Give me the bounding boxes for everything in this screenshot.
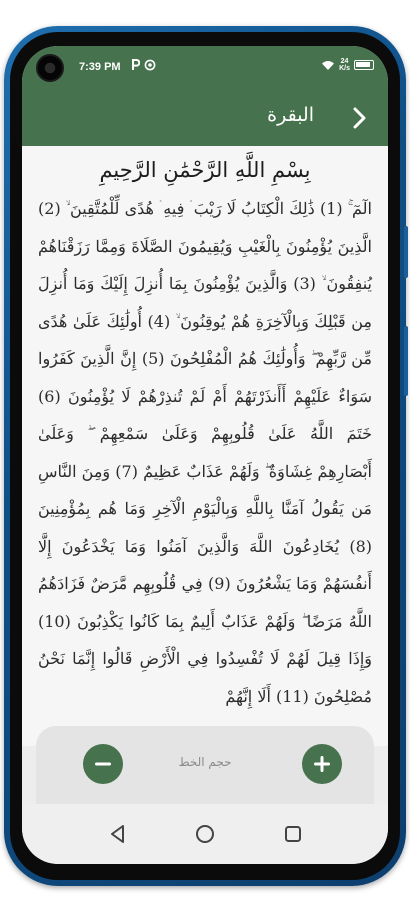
wifi-icon — [321, 60, 335, 71]
triangle-back-icon — [106, 822, 130, 846]
increase-font-button[interactable] — [302, 744, 342, 784]
surah-title: البقرة — [267, 104, 314, 126]
notification-icons — [132, 59, 156, 71]
status-time: 7:39 PM — [79, 61, 121, 73]
plus-icon — [302, 744, 342, 784]
network-speed-value: 24 — [340, 58, 349, 65]
app-bar — [22, 90, 388, 146]
nav-home-button[interactable] — [193, 822, 217, 846]
system-nav-bar — [22, 804, 388, 864]
font-size-panel — [36, 726, 374, 804]
network-speed — [339, 58, 350, 72]
front-camera — [36, 54, 64, 82]
power-button — [404, 326, 408, 396]
status-right — [321, 58, 374, 72]
font-size-label: حجم الخط — [178, 755, 232, 769]
nav-back-button[interactable] — [106, 822, 130, 846]
nav-recents-button[interactable] — [281, 822, 305, 846]
status-bar — [22, 46, 388, 90]
circle-home-icon — [193, 822, 217, 846]
p-notification-icon — [132, 59, 140, 71]
back-button[interactable] — [346, 104, 374, 132]
battery-icon — [354, 60, 374, 70]
quran-text-area[interactable] — [22, 146, 388, 746]
basmala: بِسْمِ اللَّهِ الرَّحْمَٰنِ الرَّحِيمِ — [99, 158, 311, 182]
chevron-right-icon — [346, 104, 374, 132]
square-recents-icon — [281, 822, 305, 846]
volume-button — [404, 226, 408, 278]
network-speed-unit: K/s — [339, 65, 350, 72]
screen — [22, 46, 388, 864]
verses-text: الٓمٓ ۚ (1) ذَٰلِكَ الْكِتَابُ لَا رَيْبَ ۛ فِيهِ ۛ هُدًى لِّلْمُتَّقِينَ ۙ (2) الَّذِينَ يُؤْمِنُونَ بِالْغَيْبِ وَيُقِيمُونَ الصَّلَاةَ وَمِمَّا رَزَقْنَاهُمْ يُنفِقُونَ ۙ (3) وَالَّذِينَ يُؤْمِنُونَ بِمَا أُنزِلَ إِلَيْكَ وَمَا أُنزِلَ مِن قَبْلِكَ وَبِالْآخِرَةِ هُمْ يُوقِنُونَ ۙ (4) أُولَٰئِكَ عَلَىٰ هُدًى مِّن رَّبِّهِمْ ۖ وَأُولَٰئِكَ هُمُ الْمُفْلِحُونَ (5) إِنَّ الَّذِينَ كَفَرُوا سَوَاءٌ عَلَيْهِمْ أَأَنذَرْتَهُمْ أَمْ لَمْ تُنذِرْهُمْ لَا يُؤْمِنُونَ (6) خَتَمَ اللَّهُ عَلَىٰ قُلُوبِهِمْ وَعَلَىٰ سَمْعِهِمْ ۖ وَعَلَىٰ أَبْصَارِهِمْ غِشَاوَةٌ ۖ وَلَهُمْ عَذَابٌ عَظِيمٌ (7) وَمِنَ النَّاسِ مَن يَقُولُ آمَنَّا بِاللَّهِ وَبِالْيَوْمِ الْآخِرِ وَمَا هُم بِمُؤْمِنِينَ (8) يُخَادِعُونَ اللَّهَ وَالَّذِينَ آمَنُوا وَمَا يَخْدَعُونَ إِلَّا أَنفُسَهُمْ وَمَا يَشْعُرُونَ (9) فِي قُلُوبِهِم مَّرَضٌ فَزَادَهُمُ اللَّهُ مَرَضًا ۖ وَلَهُمْ عَذَابٌ أَلِيمٌ بِمَا كَانُوا يَكْذِبُونَ (10) وَإِذَا قِيلَ لَهُمْ لَا تُفْسِدُوا فِي الْأَرْضِ قَالُوا إِنَّمَا نَحْنُ مُصْلِحُونَ (11) أَلَا إِنَّهُمْ — [38, 199, 372, 706]
circle-notification-icon — [144, 59, 156, 71]
